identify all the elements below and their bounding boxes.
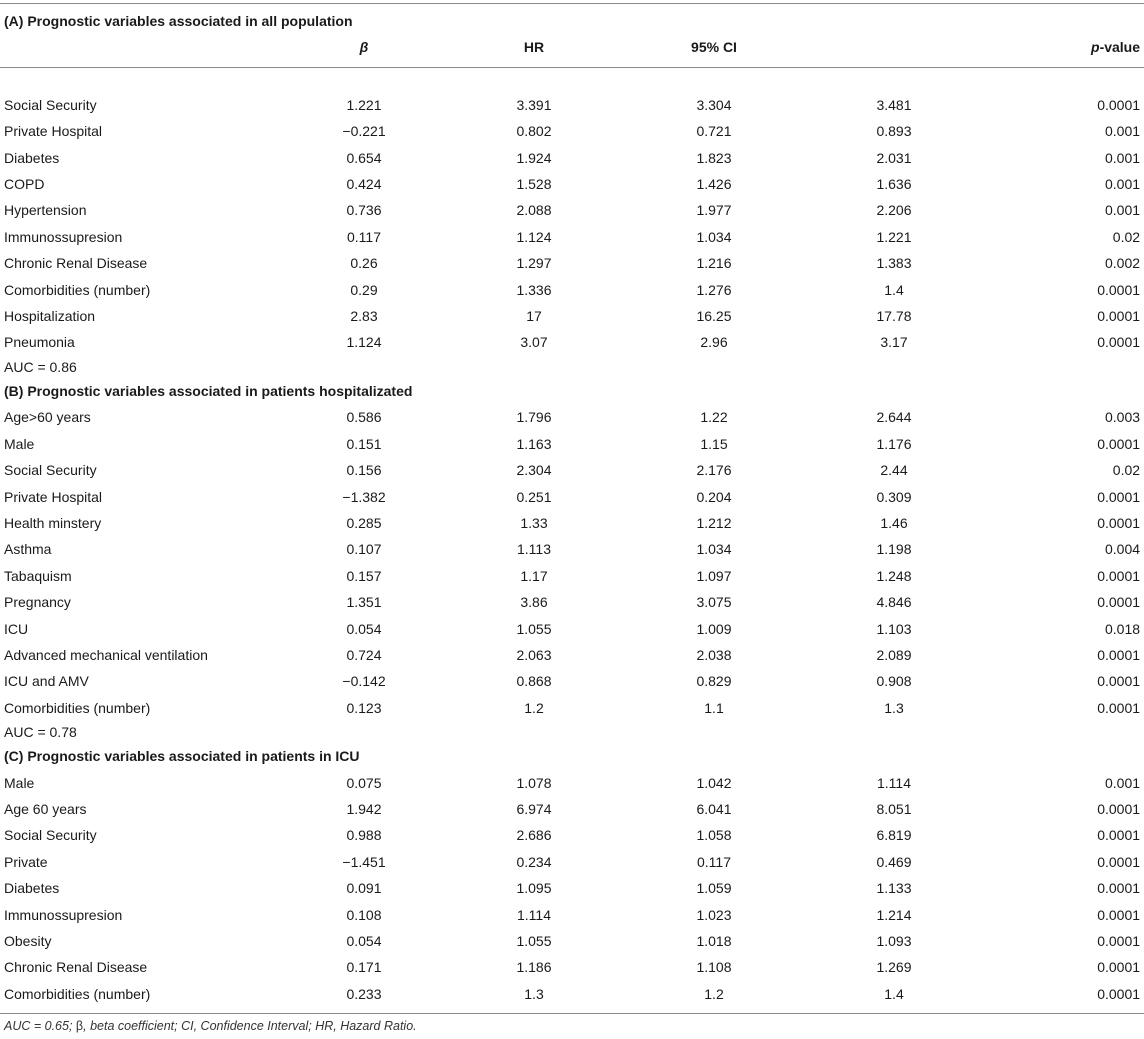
column-header-row bbox=[0, 34, 1144, 60]
value-cell: 1.1 bbox=[704, 699, 724, 716]
variable-name: Private Hospital bbox=[4, 488, 103, 505]
value-cell: 3.304 bbox=[696, 96, 732, 113]
value-cell: 0.0001 bbox=[1097, 308, 1141, 325]
value-cell: 0.234 bbox=[516, 853, 552, 870]
table-row bbox=[0, 224, 1144, 250]
value-cell: 0.0001 bbox=[1097, 567, 1141, 584]
value-cell: 6.819 bbox=[876, 827, 912, 844]
prognostic-variables-table bbox=[0, 8, 1144, 1007]
variable-name: Male bbox=[4, 774, 35, 791]
value-cell: 0.001 bbox=[1104, 149, 1141, 166]
value-cell: 1.093 bbox=[876, 933, 912, 949]
value-cell: 1.924 bbox=[516, 149, 552, 166]
value-cell: 1.018 bbox=[696, 933, 732, 949]
variable-name: Diabetes bbox=[4, 880, 60, 897]
value-cell: 0.0001 bbox=[1097, 933, 1141, 949]
value-cell: 0.001 bbox=[1104, 123, 1141, 140]
variable-name: Pregnancy bbox=[4, 594, 71, 611]
header-ci: 95% CI bbox=[691, 39, 737, 56]
value-cell: 1.2 bbox=[704, 985, 724, 1002]
table-row bbox=[0, 329, 1144, 355]
value-cell: 2.686 bbox=[516, 827, 552, 844]
variable-name: Health minstery bbox=[4, 514, 102, 531]
table-row bbox=[0, 536, 1144, 562]
footnote-part1: AUC = 0.65; bbox=[4, 1019, 76, 1033]
variable-name: Pneumonia bbox=[4, 334, 75, 351]
variable-name: Obesity bbox=[4, 933, 52, 949]
value-cell: −0.221 bbox=[342, 123, 386, 140]
value-cell: 1.216 bbox=[696, 255, 732, 272]
value-cell: 0.309 bbox=[876, 488, 912, 505]
value-cell: 2.44 bbox=[880, 462, 908, 479]
value-cell: 0.123 bbox=[346, 699, 382, 716]
value-cell: 0.02 bbox=[1112, 462, 1141, 479]
value-cell: 1.269 bbox=[876, 959, 912, 976]
value-cell: 0.117 bbox=[697, 853, 731, 870]
value-cell: 0.0001 bbox=[1097, 96, 1141, 113]
value-cell: 2.088 bbox=[516, 202, 552, 219]
value-cell: 2.063 bbox=[516, 646, 552, 663]
table-row bbox=[0, 250, 1144, 276]
value-cell: 0.0001 bbox=[1097, 827, 1141, 844]
value-cell: 1.336 bbox=[516, 281, 552, 298]
table-row bbox=[0, 928, 1144, 954]
table-row bbox=[0, 303, 1144, 329]
value-cell: 0.233 bbox=[346, 985, 382, 1002]
value-cell: 3.481 bbox=[876, 96, 912, 113]
value-cell: 0.091 bbox=[346, 880, 382, 897]
value-cell: 17 bbox=[526, 308, 542, 325]
value-cell: 6.974 bbox=[516, 800, 552, 817]
table-row bbox=[0, 457, 1144, 483]
value-cell: 1.297 bbox=[516, 255, 552, 272]
table-row bbox=[0, 484, 1144, 510]
variable-name: Chronic Renal Disease bbox=[4, 255, 148, 272]
value-cell: 0.29 bbox=[350, 281, 378, 298]
value-cell: 1.276 bbox=[696, 281, 732, 298]
value-cell: 0.0001 bbox=[1097, 435, 1141, 452]
value-cell: 3.17 bbox=[880, 334, 908, 351]
value-cell: 0.0001 bbox=[1097, 959, 1141, 976]
value-cell: 0.157 bbox=[346, 567, 382, 584]
value-cell: 2.96 bbox=[700, 334, 728, 351]
value-cell: 0.018 bbox=[1104, 620, 1141, 637]
table-row bbox=[0, 563, 1144, 589]
value-cell: 0.721 bbox=[696, 123, 732, 140]
value-cell: 1.097 bbox=[696, 567, 732, 584]
value-cell: 0.003 bbox=[1104, 409, 1141, 426]
value-cell: 1.383 bbox=[876, 255, 912, 272]
variable-name: Social Security bbox=[4, 827, 97, 844]
header-variable bbox=[0, 34, 284, 60]
value-cell: 0.0001 bbox=[1097, 488, 1141, 505]
value-cell: 1.15 bbox=[700, 435, 728, 452]
spacer-cell bbox=[0, 61, 1144, 92]
value-cell: 0.156 bbox=[346, 462, 382, 479]
variable-name: Comorbidities (number) bbox=[4, 281, 151, 298]
value-cell: 1.221 bbox=[876, 228, 912, 245]
value-cell: 8.051 bbox=[876, 800, 912, 817]
value-cell: 0.26 bbox=[350, 255, 378, 272]
section-title: (A) Prognostic variables associated in all population bbox=[4, 13, 353, 29]
auc-value: AUC = 0.78 bbox=[4, 724, 77, 741]
value-cell: 1.095 bbox=[516, 880, 552, 897]
value-cell: 0.586 bbox=[346, 409, 382, 426]
value-cell: 0.654 bbox=[346, 149, 382, 166]
header-beta bbox=[284, 34, 444, 60]
value-cell: 0.107 bbox=[346, 541, 382, 558]
value-cell: 1.4 bbox=[884, 281, 904, 298]
value-cell: 0.171 bbox=[346, 959, 382, 976]
value-cell: 1.124 bbox=[516, 228, 552, 245]
variable-name: Age>60 years bbox=[4, 409, 91, 426]
variable-name: Immunossupresion bbox=[4, 906, 123, 923]
value-cell: 1.3 bbox=[884, 699, 904, 716]
table-footnote bbox=[4, 1019, 417, 1033]
value-cell: 0.108 bbox=[346, 906, 382, 923]
value-cell: 0.908 bbox=[876, 673, 912, 690]
value-cell: −1.382 bbox=[342, 488, 386, 505]
header-spacer bbox=[0, 61, 1144, 92]
value-cell: 3.86 bbox=[520, 594, 548, 611]
auc-row bbox=[0, 356, 1144, 378]
value-cell: 1.426 bbox=[696, 176, 732, 193]
value-cell: 1.33 bbox=[520, 514, 548, 531]
value-cell: 1.058 bbox=[696, 827, 732, 844]
value-cell: 0.0001 bbox=[1097, 673, 1141, 690]
table-row bbox=[0, 668, 1144, 694]
variable-name: Comorbidities (number) bbox=[4, 699, 151, 716]
value-cell: 0.0001 bbox=[1097, 985, 1141, 1002]
table-row bbox=[0, 510, 1144, 536]
value-cell: 0.001 bbox=[1104, 202, 1141, 219]
header-p-italic: p bbox=[1091, 39, 1100, 56]
section-title-row bbox=[0, 378, 1144, 404]
value-cell: 0.0001 bbox=[1097, 853, 1141, 870]
value-cell: 2.206 bbox=[876, 202, 912, 219]
variable-name: Age 60 years bbox=[4, 800, 87, 817]
variable-name: Social Security bbox=[4, 462, 97, 479]
header-beta-label: β bbox=[359, 39, 369, 56]
value-cell: −1.451 bbox=[342, 853, 386, 870]
value-cell: 0.424 bbox=[346, 176, 382, 193]
value-cell: 2.176 bbox=[696, 462, 732, 479]
value-cell: 1.163 bbox=[516, 435, 552, 452]
value-cell: 0.285 bbox=[346, 514, 382, 531]
value-cell: 1.114 bbox=[517, 906, 551, 923]
header-hr: HR bbox=[523, 39, 545, 56]
table-body bbox=[0, 8, 1144, 1007]
value-cell: 1.078 bbox=[516, 774, 552, 791]
value-cell: 2.038 bbox=[696, 646, 732, 663]
value-cell: 0.0001 bbox=[1097, 514, 1141, 531]
value-cell: 0.117 bbox=[347, 228, 381, 245]
value-cell: 0.0001 bbox=[1097, 880, 1141, 897]
variable-name: ICU bbox=[4, 620, 29, 637]
value-cell: 0.988 bbox=[346, 827, 382, 844]
value-cell: 0.001 bbox=[1104, 774, 1141, 791]
variable-name: ICU and AMV bbox=[4, 673, 89, 690]
value-cell: 1.023 bbox=[696, 906, 732, 923]
value-cell: −0.142 bbox=[342, 673, 386, 690]
value-cell: 1.4 bbox=[884, 985, 904, 1002]
value-cell: 1.113 bbox=[517, 541, 551, 558]
value-cell: 0.736 bbox=[346, 202, 382, 219]
value-cell: 1.176 bbox=[876, 435, 912, 452]
value-cell: 2.031 bbox=[876, 149, 912, 166]
value-cell: 2.304 bbox=[516, 462, 552, 479]
variable-name: Male bbox=[4, 435, 35, 452]
variable-name: Immunossupresion bbox=[4, 228, 123, 245]
value-cell: 1.2 bbox=[524, 699, 544, 716]
value-cell: 0.02 bbox=[1112, 228, 1141, 245]
table-row bbox=[0, 695, 1144, 721]
value-cell: 1.221 bbox=[346, 96, 382, 113]
value-cell: 1.214 bbox=[876, 906, 912, 923]
value-cell: 1.3 bbox=[524, 985, 544, 1002]
variable-name: COPD bbox=[4, 176, 45, 193]
table-row bbox=[0, 849, 1144, 875]
variable-name: Comorbidities (number) bbox=[4, 985, 151, 1002]
footnote-part2: , beta coefficient; CI, Confidence Interval; HR, Hazard Ratio. bbox=[83, 1019, 417, 1033]
table-row bbox=[0, 822, 1144, 848]
section-title: (B) Prognostic variables associated in patients hospitalizated bbox=[4, 382, 413, 399]
value-cell: 0.002 bbox=[1104, 255, 1141, 272]
header-pvalue bbox=[984, 34, 1144, 60]
variable-name: Chronic Renal Disease bbox=[4, 959, 148, 976]
auc-row bbox=[0, 721, 1144, 743]
table-row bbox=[0, 902, 1144, 928]
table-row bbox=[0, 875, 1144, 901]
table-row bbox=[0, 642, 1144, 668]
variable-name: Advanced mechanical ventilation bbox=[4, 646, 208, 663]
value-cell: 0.469 bbox=[876, 853, 912, 870]
value-cell: 0.893 bbox=[876, 123, 912, 140]
value-cell: 1.198 bbox=[876, 541, 912, 558]
value-cell: 4.846 bbox=[876, 594, 912, 611]
header-p-rest: -value bbox=[1099, 39, 1141, 56]
value-cell: 1.114 bbox=[877, 774, 911, 791]
value-cell: 1.103 bbox=[876, 620, 912, 637]
value-cell: 2.83 bbox=[350, 308, 378, 325]
value-cell: 0.204 bbox=[696, 488, 732, 505]
value-cell: 1.46 bbox=[880, 514, 908, 531]
value-cell: 0.004 bbox=[1104, 541, 1141, 558]
value-cell: 0.054 bbox=[346, 933, 382, 949]
value-cell: 6.041 bbox=[696, 800, 732, 817]
table-row bbox=[0, 981, 1144, 1007]
table-row bbox=[0, 92, 1144, 118]
table-row bbox=[0, 589, 1144, 615]
value-cell: 0.151 bbox=[346, 435, 382, 452]
value-cell: 1.528 bbox=[516, 176, 552, 193]
value-cell: 1.17 bbox=[520, 567, 548, 584]
value-cell: 0.0001 bbox=[1097, 800, 1141, 817]
value-cell: 0.001 bbox=[1104, 176, 1141, 193]
value-cell: 1.059 bbox=[696, 880, 732, 897]
table-row bbox=[0, 171, 1144, 197]
value-cell: 1.977 bbox=[696, 202, 732, 219]
table-row bbox=[0, 770, 1144, 796]
value-cell: 0.0001 bbox=[1097, 699, 1141, 716]
table-row bbox=[0, 145, 1144, 171]
section-title-row bbox=[0, 8, 1144, 34]
variable-name: Private Hospital bbox=[4, 123, 103, 140]
value-cell: 1.942 bbox=[346, 800, 382, 817]
value-cell: 0.802 bbox=[516, 123, 552, 140]
table-bottom-rule bbox=[0, 1013, 1144, 1014]
auc-value: AUC = 0.86 bbox=[4, 358, 77, 375]
table-row bbox=[0, 616, 1144, 642]
value-cell: 1.042 bbox=[696, 774, 732, 791]
variable-name: Asthma bbox=[4, 541, 52, 558]
value-cell: 1.22 bbox=[700, 409, 728, 426]
header-ci-upper bbox=[804, 34, 984, 60]
table-row bbox=[0, 277, 1144, 303]
variable-name: Private bbox=[4, 853, 48, 870]
variable-name: Diabetes bbox=[4, 149, 60, 166]
value-cell: 0.0001 bbox=[1097, 646, 1141, 663]
value-cell: 0.0001 bbox=[1097, 906, 1141, 923]
variable-name: Tabaquism bbox=[4, 567, 72, 584]
value-cell: 1.034 bbox=[696, 228, 732, 245]
value-cell: 1.823 bbox=[696, 149, 732, 166]
value-cell: 17.78 bbox=[876, 308, 912, 325]
value-cell: 1.186 bbox=[516, 959, 552, 976]
value-cell: 0.0001 bbox=[1097, 281, 1141, 298]
value-cell: 0.075 bbox=[346, 774, 382, 791]
table-row bbox=[0, 404, 1144, 430]
table-row bbox=[0, 796, 1144, 822]
variable-name: Hypertension bbox=[4, 202, 87, 219]
section-title-row bbox=[0, 743, 1144, 769]
value-cell: 3.07 bbox=[520, 334, 548, 351]
variable-name: Social Security bbox=[4, 96, 97, 113]
value-cell: 0.829 bbox=[696, 673, 732, 690]
value-cell: 1.055 bbox=[516, 620, 552, 637]
table-row bbox=[0, 197, 1144, 223]
table-top-rule bbox=[0, 3, 1144, 4]
section-title: (C) Prognostic variables associated in patients in ICU bbox=[4, 748, 360, 765]
value-cell: 0.0001 bbox=[1097, 334, 1141, 351]
value-cell: 1.108 bbox=[696, 959, 732, 976]
value-cell: 1.248 bbox=[876, 567, 912, 584]
value-cell: 0.868 bbox=[516, 673, 552, 690]
value-cell: 1.351 bbox=[346, 594, 382, 611]
value-cell: 2.644 bbox=[876, 409, 912, 426]
value-cell: 0.0001 bbox=[1097, 594, 1141, 611]
value-cell: 0.724 bbox=[346, 646, 382, 663]
value-cell: 1.212 bbox=[696, 514, 732, 531]
table-row bbox=[0, 118, 1144, 144]
value-cell: 2.089 bbox=[876, 646, 912, 663]
value-cell: 0.251 bbox=[516, 488, 552, 505]
value-cell: 1.796 bbox=[516, 409, 552, 426]
value-cell: 3.391 bbox=[516, 96, 552, 113]
value-cell: 1.055 bbox=[516, 933, 552, 949]
value-cell: 1.636 bbox=[876, 176, 912, 193]
table-row bbox=[0, 431, 1144, 457]
value-cell: 16.25 bbox=[696, 308, 732, 325]
value-cell: 1.009 bbox=[696, 620, 732, 637]
value-cell: 1.133 bbox=[876, 880, 912, 897]
footnote-beta-symbol: β bbox=[75, 1019, 84, 1033]
value-cell: 0.054 bbox=[346, 620, 382, 637]
value-cell: 3.075 bbox=[696, 594, 732, 611]
variable-name: Hospitalization bbox=[4, 308, 96, 325]
value-cell: 1.034 bbox=[696, 541, 732, 558]
value-cell: 1.124 bbox=[346, 334, 382, 351]
table-row bbox=[0, 954, 1144, 980]
